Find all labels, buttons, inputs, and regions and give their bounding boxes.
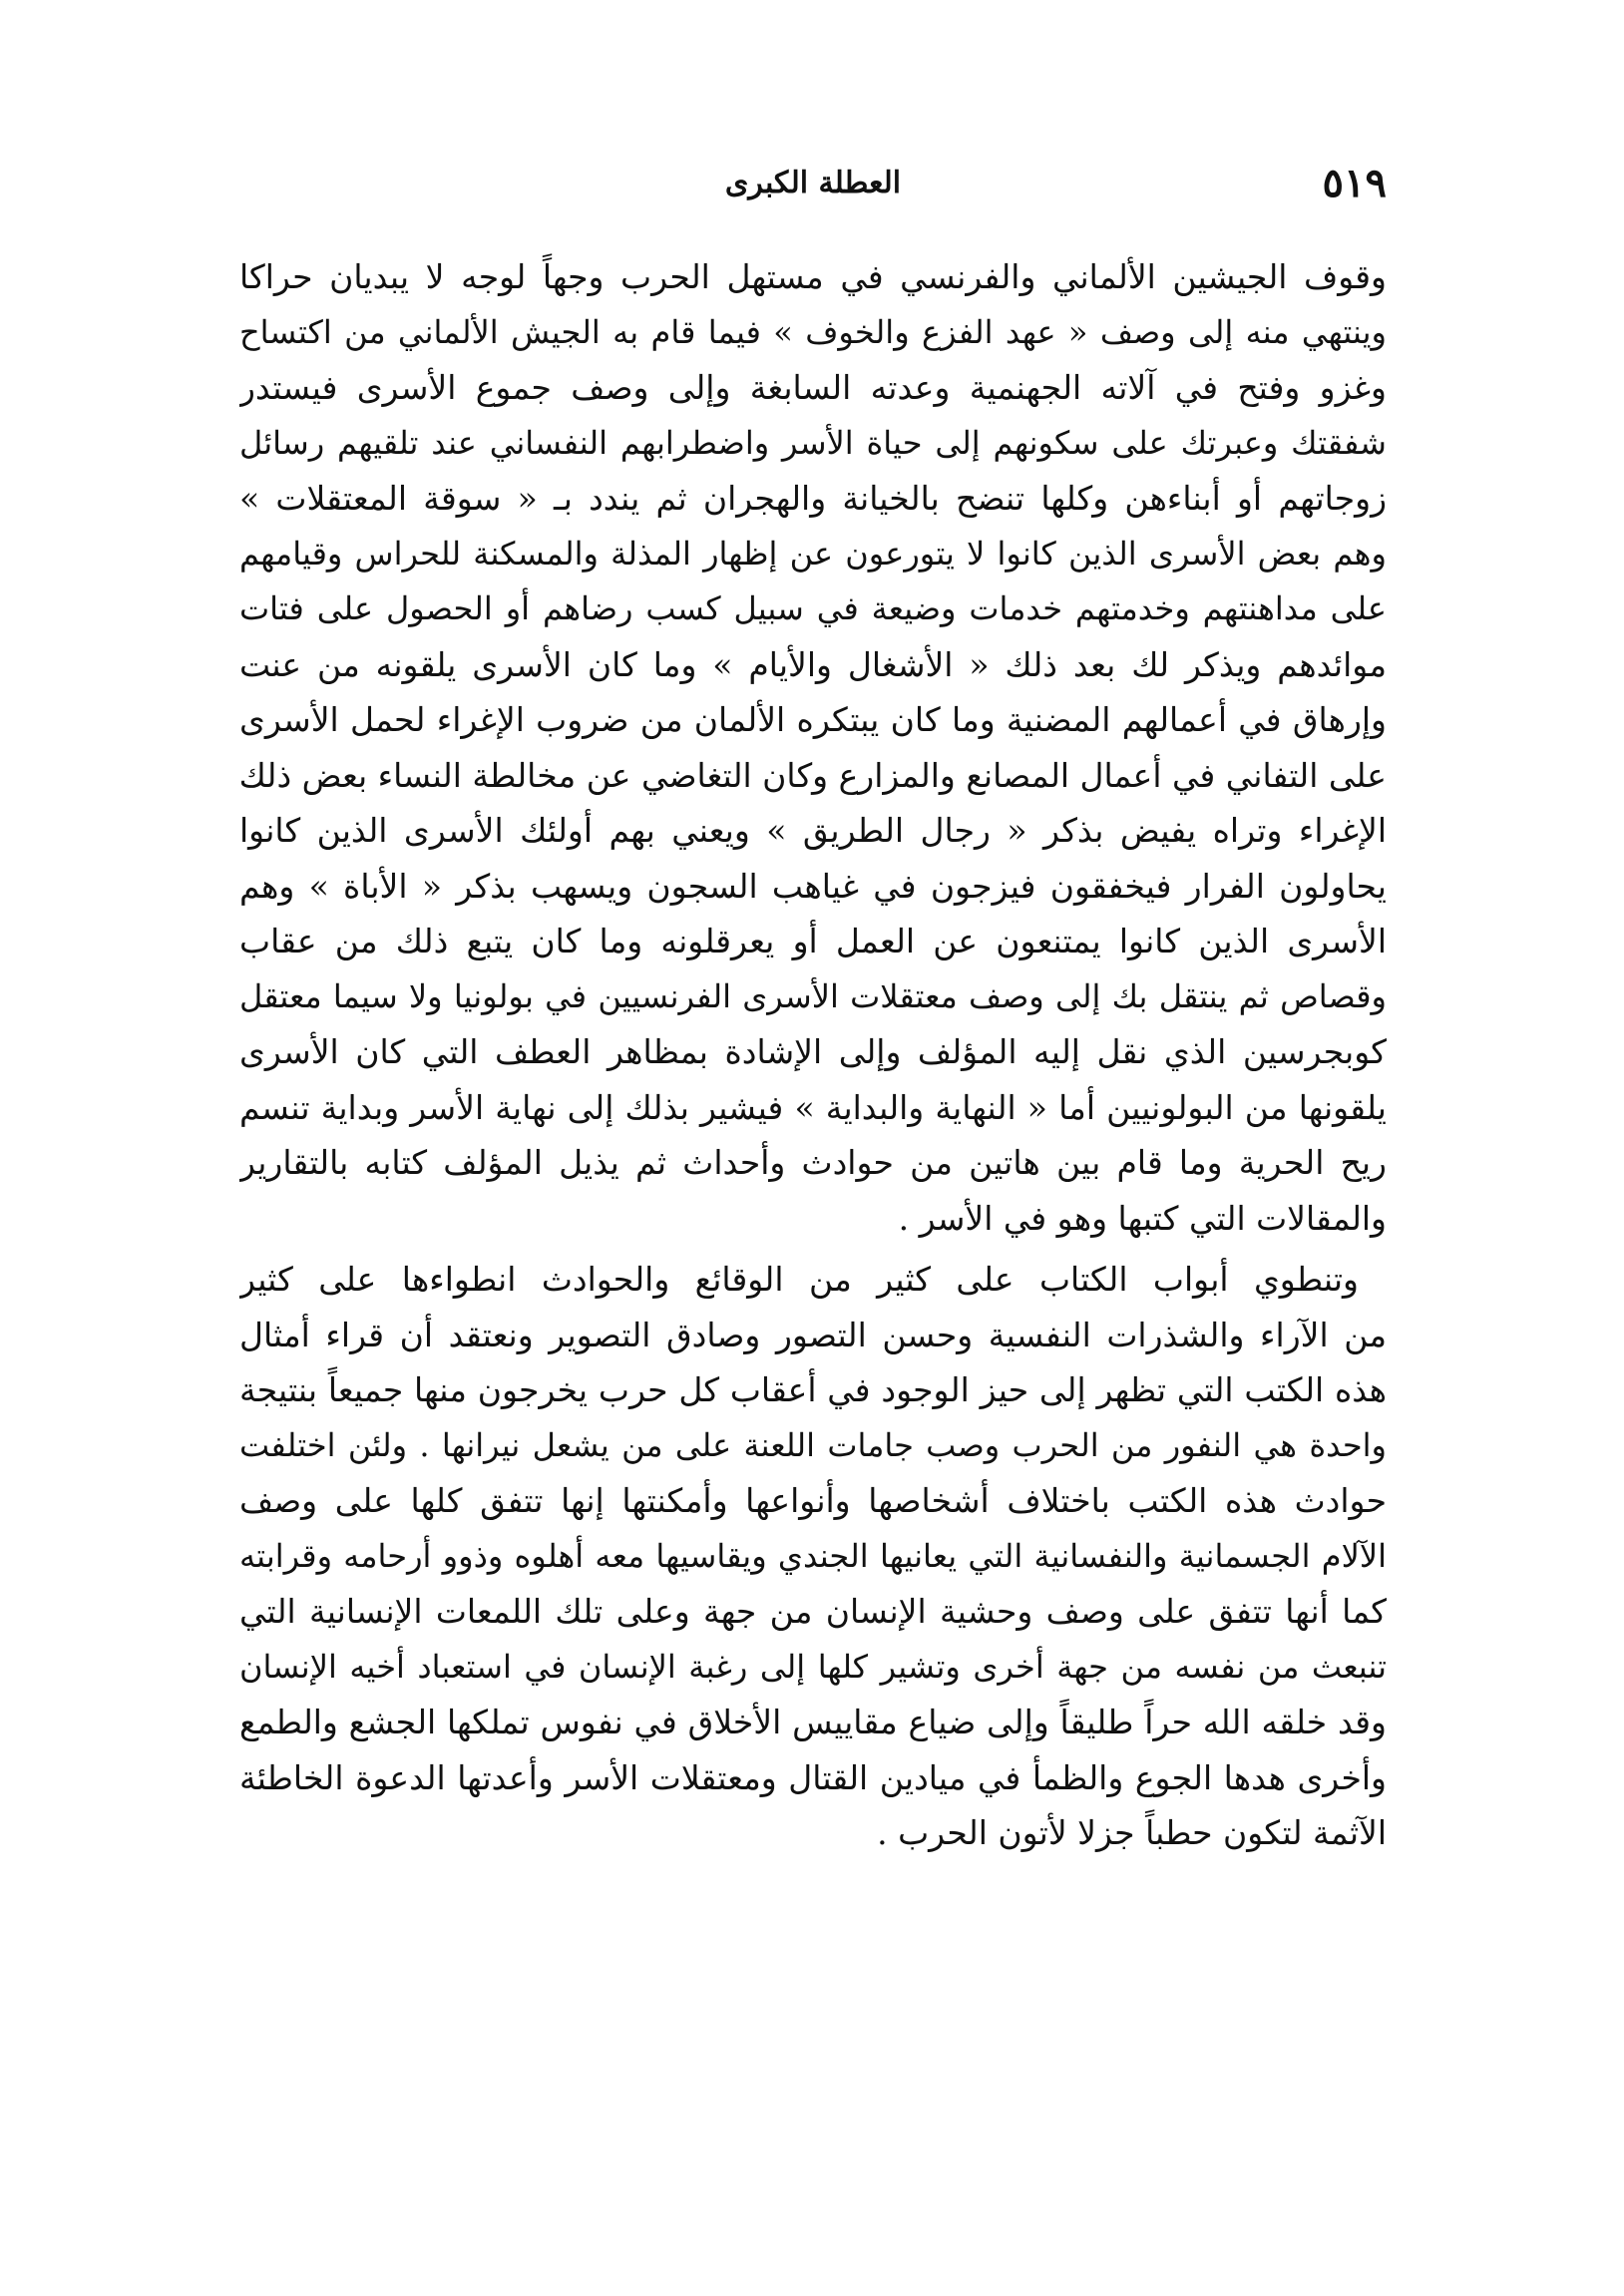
text-line: تنبعث من نفسه من جهة أخرى وتشير كلها إلى رغبة الإنسان في استعباد أخيه الإنسان bbox=[239, 1647, 1387, 1686]
text-line: واحدة هي النفور من الحرب وصب جامات اللعنة على من يشعل نيرانها . ولئن اختلفت bbox=[239, 1425, 1387, 1464]
text-line: يحاولون الفرار فيخفقون فيزجون في غياهب السجون ويسهب بذكر « الأباة » وهم bbox=[239, 866, 1387, 906]
text-line: وقوف الجيشين الألماني والفرنسي في مستهل الحرب وجهاً لوجه لا يبديان حراكا bbox=[239, 257, 1387, 296]
text-line: على مداهنتهم وخدمتهم خدمات وضيعة في سبيل كسب رضاهم أو الحصول على فتات bbox=[239, 589, 1387, 627]
text-line: وإرهاق في أعمالهم المضنية وما كان يبتكره الألمان من ضروب الإغراء لحمل الأسرى bbox=[239, 700, 1387, 739]
text-line: الآلام الجسمانية والنفسانية التي يعانيها الجندي ويقاسيها معه أهلوه وذوو أرحامه وقرابته bbox=[239, 1536, 1387, 1575]
text-line: كوبجرسين الذي نقل إليه المؤلف وإلى الإشادة بمظاهر العطف التي كان الأسرى bbox=[239, 1032, 1387, 1071]
paragraph bbox=[239, 1252, 1387, 1861]
text-line: وقصاص ثم ينتقل بك إلى وصف معتقلات الأسرى الفرنسيين في بولونيا ولا سيما معتقل bbox=[239, 976, 1387, 1015]
text-line: على التفاني في أعمال المصانع والمزارع وكان التغاضي عن مخالطة النساء بعض ذلك bbox=[239, 755, 1387, 795]
text-line: وتنطوي أبواب الكتاب على كثير من الوقائع والحوادث انطواءها على كثير bbox=[239, 1260, 1359, 1299]
text-line: شفقتك وعبرتك على سكونهم إلى حياة الأسر واضطرابهم النفساني عند تلقيهم رسائل bbox=[239, 423, 1387, 462]
text-line: زوجاتهم أو أبناءهن وكلها تنضح بالخيانة والهجران ثم يندد بـ « سوقة المعتقلات » bbox=[239, 479, 1387, 518]
text-line: الآثمة لتكون حطباً جزلا لأتون الحرب . bbox=[877, 1813, 1387, 1852]
page-header bbox=[239, 160, 1387, 219]
text-line: هذه الكتب التي تظهر إلى حيز الوجود في أعقاب كل حرب يخرجون منها جميعاً بنتيجة bbox=[239, 1370, 1387, 1409]
text-line: موائدهم ويذكر لك بعد ذلك « الأشغال والأيام » وما كان الأسرى يلقونه من عنت bbox=[239, 644, 1387, 684]
text-line: الإغراء وتراه يفيض بذكر « رجال الطريق » ويعني بهم أولئك الأسرى الذين كانوا bbox=[239, 811, 1387, 850]
text-line: حوادث هذه الكتب باختلاف أشخاصها وأنواعها وأمكنتها إنها تتفق كلها على وصف bbox=[239, 1481, 1387, 1520]
text-line: وقد خلقه الله حراً طليقاً وإلى ضياع مقاييس الأخلاق في نفوس تملكها الجشع والطمع bbox=[239, 1703, 1387, 1741]
text-line: وغزو وفتح في آلاته الجهنمية وعدته السابغة وإلى وصف جموع الأسرى فيستدر bbox=[239, 368, 1387, 407]
text-line: وينتهي منه إلى وصف « عهد الفزع والخوف » فيما قام به الجيش الألماني من اكتساح bbox=[239, 312, 1387, 351]
text-line: يلقونها من البولونيين أما « النهاية والبداية » فيشير بذلك إلى نهاية الأسر وبداية تنسم bbox=[239, 1087, 1387, 1127]
paragraph bbox=[239, 249, 1387, 1246]
text-line: والمقالات التي كتبها وهو في الأسر . bbox=[898, 1198, 1387, 1238]
body-text bbox=[239, 249, 1387, 1861]
text-line: وأخرى هدها الجوع والظمأ في ميادين القتال ومعتقلات الأسر وأعدتها الدعوة الخاطئة bbox=[239, 1757, 1387, 1797]
page-number: ٥١٩ bbox=[1322, 160, 1387, 206]
text-line: من الآراء والشذرات النفسية وحسن التصور وصادق التصوير ونعتقد أن قراء أمثال bbox=[239, 1315, 1387, 1354]
text-line: كما أنها تتفق على وصف وحشية الإنسان من جهة وعلى تلك اللمعات الإنسانية التي bbox=[239, 1592, 1387, 1631]
text-line: وهم بعض الأسرى الذين كانوا لا يتورعون عن إظهار المذلة والمسكنة للحراس وقيامهم bbox=[239, 534, 1387, 573]
text-line: ريح الحرية وما قام بين هاتين من حوادث وأحداث ثم يذيل المؤلف كتابه بالتقارير bbox=[239, 1143, 1387, 1182]
running-title: العطلة الكبرى bbox=[724, 166, 902, 200]
text-line: الأسرى الذين كانوا يمتنعون عن العمل أو يعرقلونه وما كان يتبع ذلك من عقاب bbox=[239, 922, 1387, 960]
